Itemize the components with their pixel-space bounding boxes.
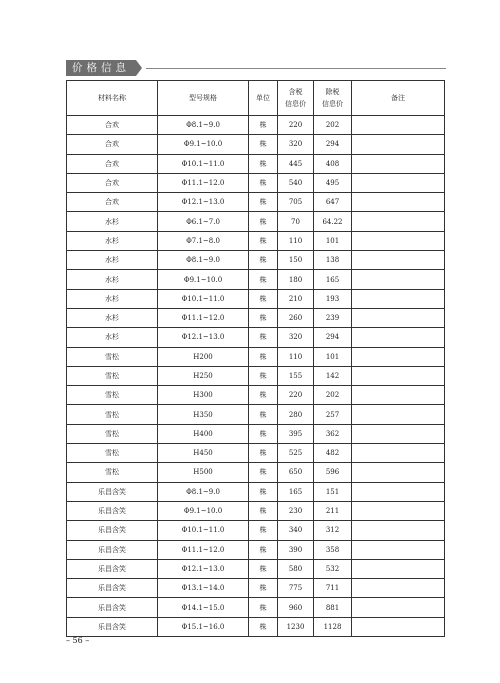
cell-model-spec: Φ10.1~11.0 xyxy=(158,154,249,173)
cell-material-name: 水杉 xyxy=(67,231,158,250)
cell-remarks xyxy=(352,251,445,270)
cell-remarks xyxy=(352,579,445,598)
cell-model-spec: Φ11.1~12.0 xyxy=(158,540,249,559)
cell-unit: 株 xyxy=(249,559,278,578)
table-row xyxy=(67,501,445,520)
cell-material-name: 乐昌含笑 xyxy=(67,598,158,617)
section-header xyxy=(66,60,446,76)
table-row xyxy=(67,424,445,443)
cell-price-without-tax: 1128 xyxy=(314,617,352,636)
cell-price-without-tax: 711 xyxy=(314,579,352,598)
cell-material-name: 雪松 xyxy=(67,347,158,366)
cell-unit: 株 xyxy=(249,116,278,135)
cell-price-without-tax: 532 xyxy=(314,559,352,578)
header-remarks: 备注 xyxy=(352,81,445,116)
cell-material-name: 水杉 xyxy=(67,270,158,289)
cell-remarks xyxy=(352,598,445,617)
cell-remarks xyxy=(352,463,445,482)
page-number: – 56 – xyxy=(66,636,90,645)
cell-model-spec: Φ13.1~14.0 xyxy=(158,579,249,598)
cell-material-name: 合欢 xyxy=(67,135,158,154)
table-row xyxy=(67,135,445,154)
cell-remarks xyxy=(352,154,445,173)
cell-unit: 株 xyxy=(249,501,278,520)
cell-material-name: 水杉 xyxy=(67,308,158,327)
cell-material-name: 雪松 xyxy=(67,463,158,482)
cell-price-with-tax: 210 xyxy=(278,289,314,308)
table-header-row xyxy=(67,81,445,116)
cell-material-name: 水杉 xyxy=(67,212,158,231)
cell-unit: 株 xyxy=(249,308,278,327)
cell-material-name: 乐昌含笑 xyxy=(67,482,158,501)
cell-material-name: 雪松 xyxy=(67,366,158,385)
table-row xyxy=(67,463,445,482)
section-title: 价格信息 xyxy=(66,60,136,76)
cell-price-with-tax: 220 xyxy=(278,386,314,405)
cell-unit: 株 xyxy=(249,424,278,443)
cell-price-without-tax: 101 xyxy=(314,347,352,366)
cell-remarks xyxy=(352,173,445,192)
cell-price-without-tax: 138 xyxy=(314,251,352,270)
table-row xyxy=(67,289,445,308)
cell-model-spec: H450 xyxy=(158,444,249,463)
cell-price-with-tax: 1230 xyxy=(278,617,314,636)
cell-model-spec: Φ10.1~11.0 xyxy=(158,521,249,540)
cell-price-without-tax: 596 xyxy=(314,463,352,482)
cell-price-with-tax: 155 xyxy=(278,366,314,385)
cell-material-name: 合欢 xyxy=(67,154,158,173)
cell-model-spec: Φ12.1~13.0 xyxy=(158,193,249,212)
cell-price-with-tax: 180 xyxy=(278,270,314,289)
cell-model-spec: Φ14.1~15.0 xyxy=(158,598,249,617)
table-row xyxy=(67,116,445,135)
table-row xyxy=(67,328,445,347)
cell-price-without-tax: 202 xyxy=(314,386,352,405)
cell-unit: 株 xyxy=(249,521,278,540)
cell-model-spec: H300 xyxy=(158,386,249,405)
cell-price-without-tax: 257 xyxy=(314,405,352,424)
cell-model-spec: Φ9.1~10.0 xyxy=(158,501,249,520)
cell-material-name: 乐昌含笑 xyxy=(67,501,158,520)
cell-model-spec: H200 xyxy=(158,347,249,366)
cell-price-without-tax: 294 xyxy=(314,135,352,154)
cell-material-name: 乐昌含笑 xyxy=(67,579,158,598)
cell-price-with-tax: 540 xyxy=(278,173,314,192)
table-row xyxy=(67,482,445,501)
cell-remarks xyxy=(352,212,445,231)
cell-material-name: 水杉 xyxy=(67,251,158,270)
cell-remarks xyxy=(352,231,445,250)
cell-remarks xyxy=(352,482,445,501)
cell-price-with-tax: 230 xyxy=(278,501,314,520)
cell-remarks xyxy=(352,270,445,289)
cell-unit: 株 xyxy=(249,231,278,250)
cell-material-name: 合欢 xyxy=(67,116,158,135)
cell-material-name: 雪松 xyxy=(67,386,158,405)
cell-material-name: 雪松 xyxy=(67,405,158,424)
header-price-without-tax: 除税 信息价 xyxy=(314,81,352,116)
cell-model-spec: Φ12.1~13.0 xyxy=(158,328,249,347)
cell-price-with-tax: 110 xyxy=(278,347,314,366)
cell-price-with-tax: 220 xyxy=(278,116,314,135)
table-row xyxy=(67,231,445,250)
cell-material-name: 水杉 xyxy=(67,328,158,347)
table-row xyxy=(67,444,445,463)
cell-price-with-tax: 320 xyxy=(278,328,314,347)
table-row xyxy=(67,366,445,385)
cell-price-without-tax: 881 xyxy=(314,598,352,617)
table-row xyxy=(67,212,445,231)
cell-remarks xyxy=(352,386,445,405)
table-row xyxy=(67,270,445,289)
cell-price-without-tax: 362 xyxy=(314,424,352,443)
table-row xyxy=(67,559,445,578)
cell-model-spec: Φ10.1~11.0 xyxy=(158,289,249,308)
cell-unit: 株 xyxy=(249,289,278,308)
cell-unit: 株 xyxy=(249,251,278,270)
cell-unit: 株 xyxy=(249,444,278,463)
cell-price-with-tax: 395 xyxy=(278,424,314,443)
section-divider xyxy=(146,68,446,69)
table-row xyxy=(67,173,445,192)
cell-model-spec: Φ9.1~10.0 xyxy=(158,270,249,289)
cell-price-with-tax: 70 xyxy=(278,212,314,231)
cell-price-without-tax: 202 xyxy=(314,116,352,135)
cell-model-spec: Φ12.1~13.0 xyxy=(158,559,249,578)
cell-material-name: 乐昌含笑 xyxy=(67,521,158,540)
table-row xyxy=(67,251,445,270)
cell-price-with-tax: 320 xyxy=(278,135,314,154)
cell-material-name: 乐昌含笑 xyxy=(67,540,158,559)
cell-model-spec: Φ8.1~9.0 xyxy=(158,116,249,135)
cell-unit: 株 xyxy=(249,212,278,231)
cell-material-name: 雪松 xyxy=(67,444,158,463)
cell-price-without-tax: 312 xyxy=(314,521,352,540)
cell-unit: 株 xyxy=(249,405,278,424)
cell-remarks xyxy=(352,193,445,212)
cell-material-name: 乐昌含笑 xyxy=(67,559,158,578)
cell-model-spec: Φ6.1~7.0 xyxy=(158,212,249,231)
table-body xyxy=(67,116,445,637)
cell-remarks xyxy=(352,521,445,540)
cell-price-with-tax: 260 xyxy=(278,308,314,327)
table-row xyxy=(67,579,445,598)
cell-price-without-tax: 358 xyxy=(314,540,352,559)
price-table xyxy=(66,80,445,637)
cell-unit: 株 xyxy=(249,328,278,347)
cell-model-spec: Φ11.1~12.0 xyxy=(158,308,249,327)
cell-price-without-tax: 193 xyxy=(314,289,352,308)
cell-remarks xyxy=(352,366,445,385)
cell-model-spec: Φ9.1~10.0 xyxy=(158,135,249,154)
table-row xyxy=(67,154,445,173)
cell-unit: 株 xyxy=(249,135,278,154)
cell-remarks xyxy=(352,559,445,578)
cell-unit: 株 xyxy=(249,540,278,559)
cell-unit: 株 xyxy=(249,579,278,598)
cell-price-with-tax: 705 xyxy=(278,193,314,212)
cell-unit: 株 xyxy=(249,463,278,482)
cell-unit: 株 xyxy=(249,482,278,501)
cell-unit: 株 xyxy=(249,173,278,192)
cell-unit: 株 xyxy=(249,598,278,617)
cell-price-with-tax: 960 xyxy=(278,598,314,617)
cell-model-spec: Φ8.1~9.0 xyxy=(158,482,249,501)
header-price-with-tax: 含税 信息价 xyxy=(278,81,314,116)
table-row xyxy=(67,598,445,617)
cell-material-name: 水杉 xyxy=(67,289,158,308)
cell-remarks xyxy=(352,540,445,559)
cell-price-with-tax: 150 xyxy=(278,251,314,270)
cell-model-spec: Φ15.1~16.0 xyxy=(158,617,249,636)
table-row xyxy=(67,521,445,540)
cell-unit: 株 xyxy=(249,386,278,405)
cell-price-without-tax: 647 xyxy=(314,193,352,212)
cell-model-spec: H400 xyxy=(158,424,249,443)
cell-remarks xyxy=(352,135,445,154)
cell-price-with-tax: 445 xyxy=(278,154,314,173)
cell-material-name: 合欢 xyxy=(67,173,158,192)
cell-unit: 株 xyxy=(249,154,278,173)
cell-price-without-tax: 482 xyxy=(314,444,352,463)
table-row xyxy=(67,405,445,424)
table-row xyxy=(67,617,445,636)
cell-unit: 株 xyxy=(249,366,278,385)
cell-model-spec: Φ8.1~9.0 xyxy=(158,251,249,270)
header-unit: 单位 xyxy=(249,81,278,116)
cell-material-name: 乐昌含笑 xyxy=(67,617,158,636)
cell-price-without-tax: 101 xyxy=(314,231,352,250)
cell-model-spec: Φ7.1~8.0 xyxy=(158,231,249,250)
table-row xyxy=(67,540,445,559)
header-model-spec: 型号规格 xyxy=(158,81,249,116)
cell-model-spec: Φ11.1~12.0 xyxy=(158,173,249,192)
cell-unit: 株 xyxy=(249,617,278,636)
cell-remarks xyxy=(352,289,445,308)
cell-remarks xyxy=(352,501,445,520)
cell-remarks xyxy=(352,617,445,636)
section-tag-arrow xyxy=(136,60,142,76)
cell-price-with-tax: 110 xyxy=(278,231,314,250)
table-row xyxy=(67,386,445,405)
cell-model-spec: H250 xyxy=(158,366,249,385)
cell-price-with-tax: 280 xyxy=(278,405,314,424)
header-material-name: 材料名称 xyxy=(67,81,158,116)
table-row xyxy=(67,193,445,212)
cell-price-without-tax: 151 xyxy=(314,482,352,501)
cell-remarks xyxy=(352,308,445,327)
cell-price-with-tax: 390 xyxy=(278,540,314,559)
cell-price-without-tax: 239 xyxy=(314,308,352,327)
cell-price-without-tax: 495 xyxy=(314,173,352,192)
cell-price-with-tax: 775 xyxy=(278,579,314,598)
cell-price-without-tax: 142 xyxy=(314,366,352,385)
cell-price-without-tax: 165 xyxy=(314,270,352,289)
cell-model-spec: H350 xyxy=(158,405,249,424)
cell-unit: 株 xyxy=(249,270,278,289)
cell-remarks xyxy=(352,405,445,424)
cell-material-name: 雪松 xyxy=(67,424,158,443)
cell-unit: 株 xyxy=(249,193,278,212)
cell-remarks xyxy=(352,424,445,443)
cell-remarks xyxy=(352,116,445,135)
cell-material-name: 合欢 xyxy=(67,193,158,212)
cell-price-without-tax: 294 xyxy=(314,328,352,347)
cell-remarks xyxy=(352,328,445,347)
cell-price-without-tax: 211 xyxy=(314,501,352,520)
cell-remarks xyxy=(352,444,445,463)
cell-price-with-tax: 580 xyxy=(278,559,314,578)
cell-unit: 株 xyxy=(249,347,278,366)
cell-price-without-tax: 408 xyxy=(314,154,352,173)
cell-model-spec: H500 xyxy=(158,463,249,482)
table-row xyxy=(67,308,445,327)
cell-price-with-tax: 165 xyxy=(278,482,314,501)
table-row xyxy=(67,347,445,366)
cell-price-with-tax: 340 xyxy=(278,521,314,540)
cell-price-without-tax: 64.22 xyxy=(314,212,352,231)
cell-remarks xyxy=(352,347,445,366)
cell-price-with-tax: 525 xyxy=(278,444,314,463)
cell-price-with-tax: 650 xyxy=(278,463,314,482)
